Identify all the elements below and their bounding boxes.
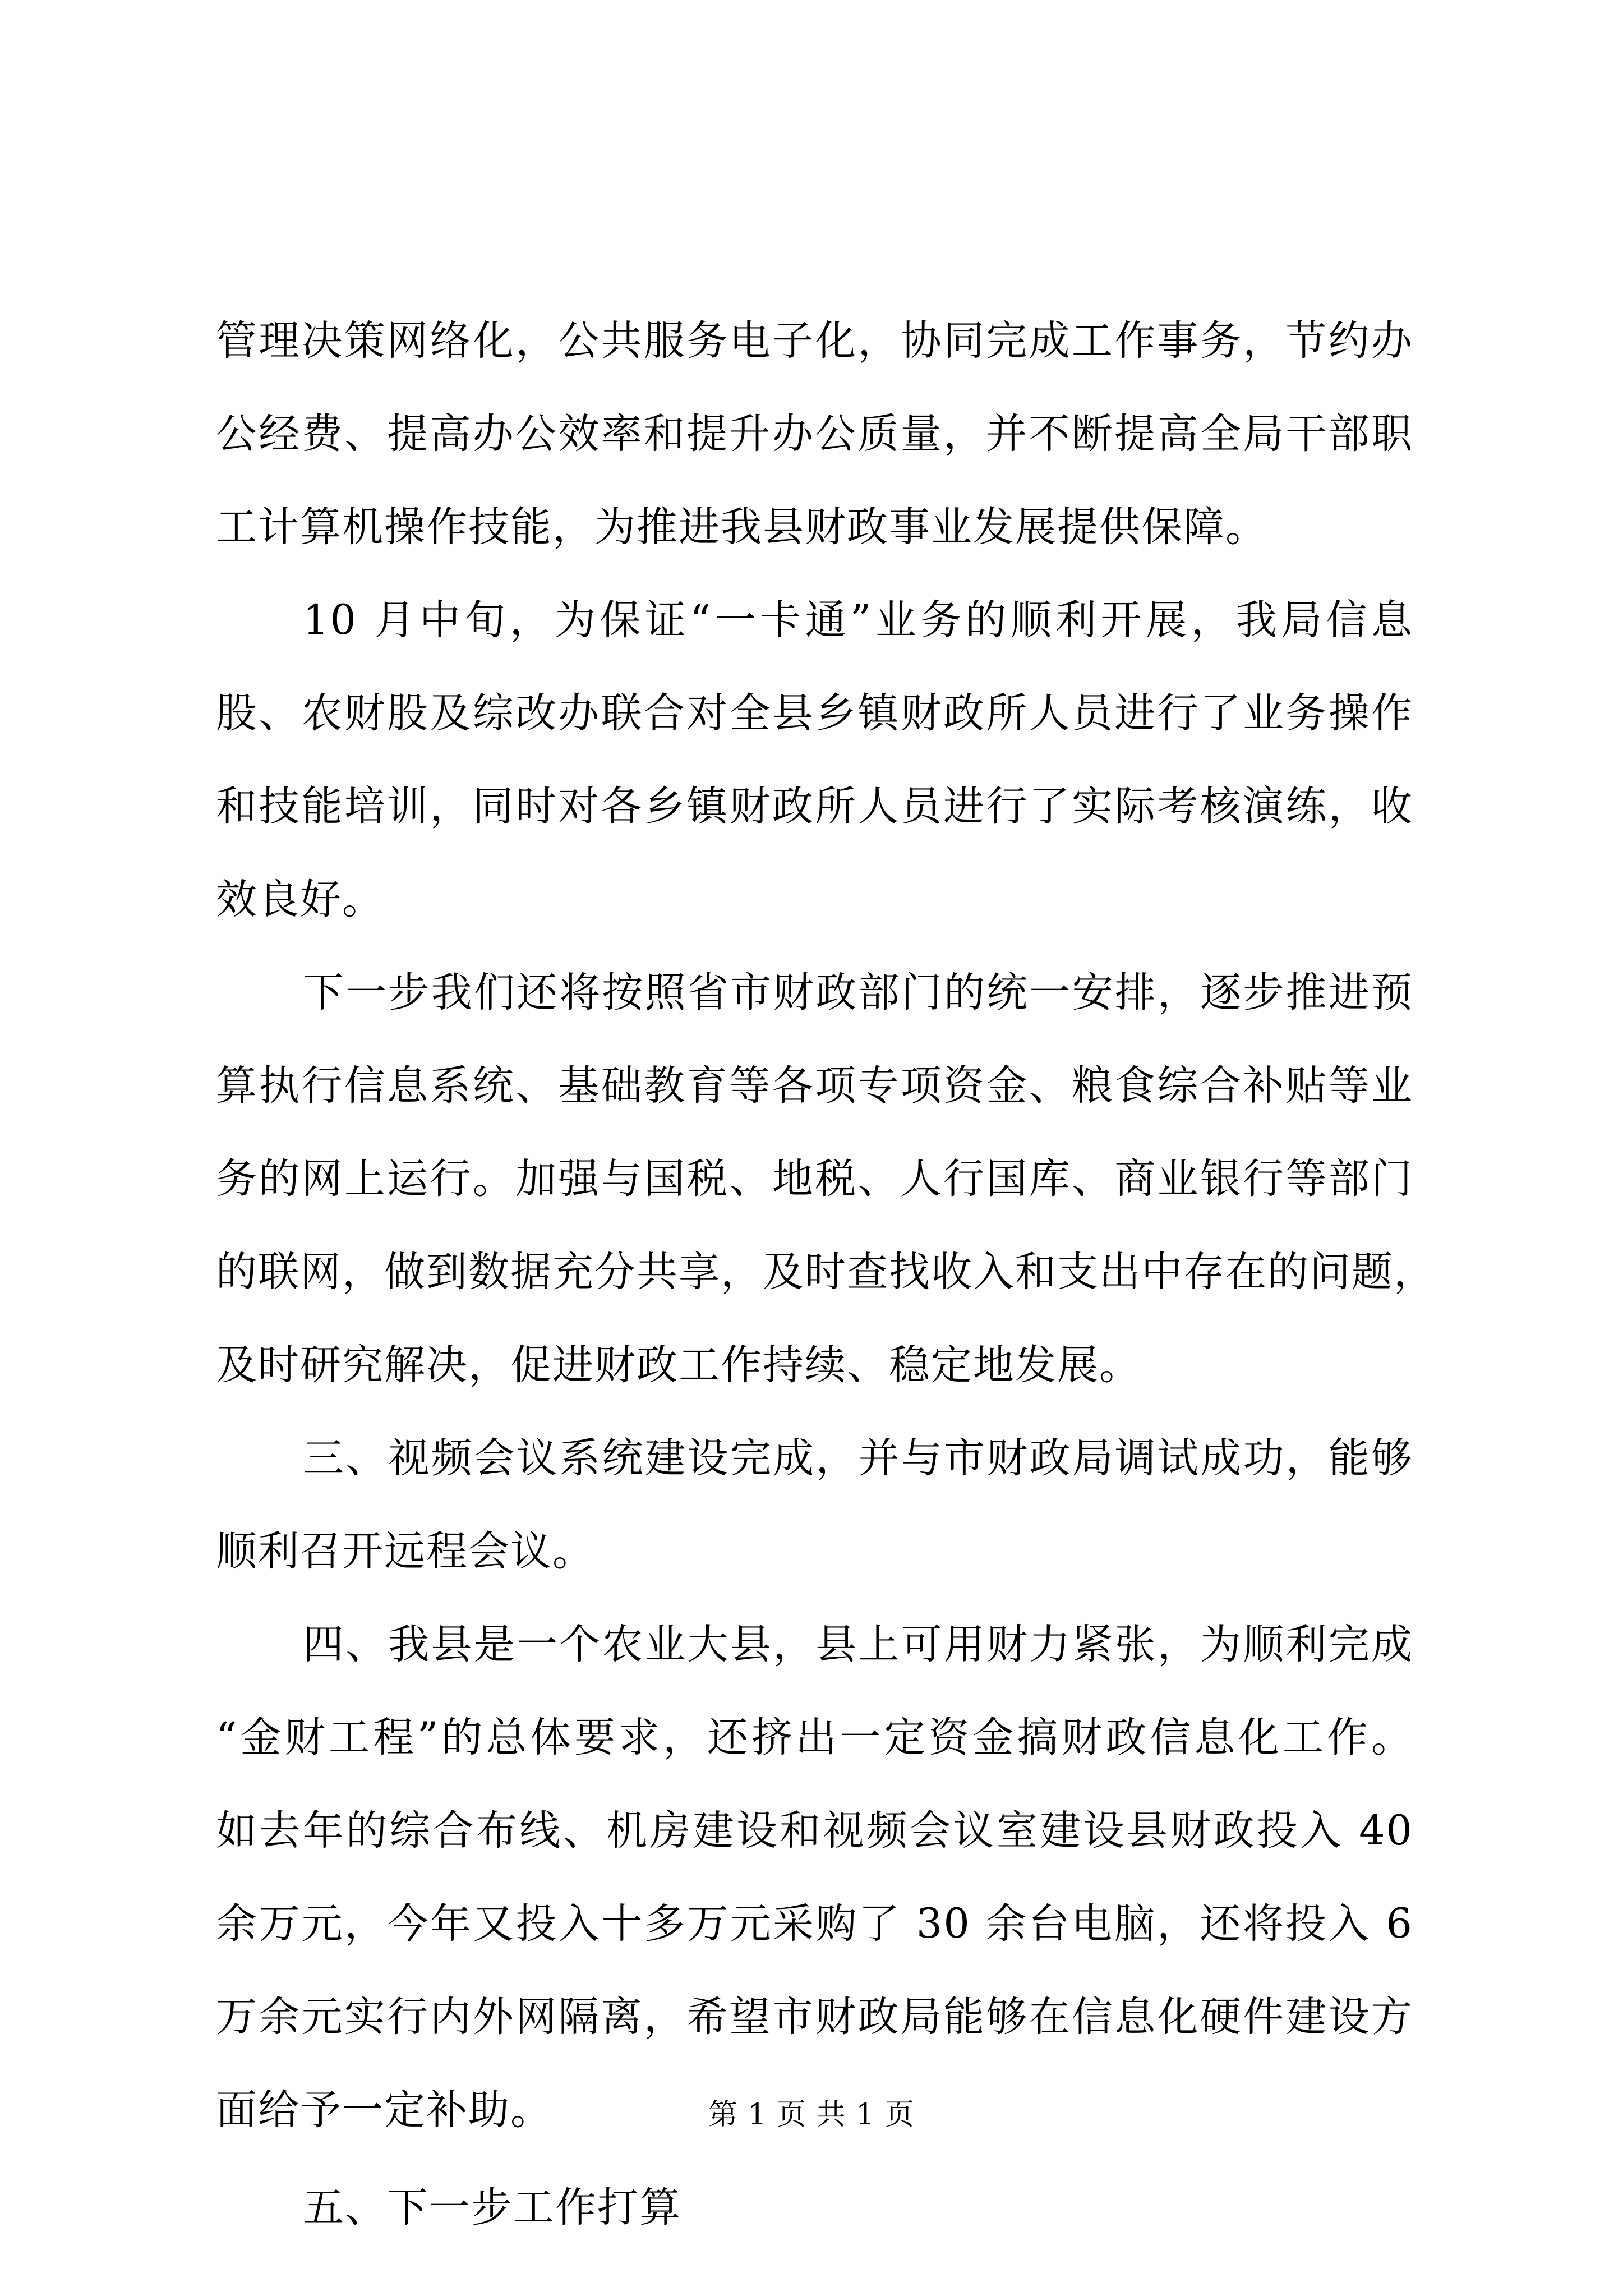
paragraph-5 [216,1598,1413,2157]
paragraph-3 [216,946,1436,1412]
paragraph-1 [216,295,1413,574]
paragraph-2 [216,574,1413,946]
text-line: 如去年的综合布线、机房建设和视频会议室建设县财政投入 40 [216,1807,1413,1855]
text-line: 务的网上运行。加强与国税、地税、人行国库、商业银行等部门 [216,1155,1413,1203]
text-line: 和技能培训，同时对各乡镇财政所人员进行了实际考核演练，收 [216,783,1413,830]
paragraph-spacer [216,2157,1413,2161]
text-line: 公经费、提高办公效率和提升办公质量，并不断提高全局干部职 [216,410,1413,458]
text-line: 的联网，做到数据充分共享，及时查找收入和支出中存在的问题， [216,1248,1436,1296]
text-line: 及时研究解决，促进财政工作持续、稳定地发展。 [216,1341,1141,1389]
page-number-footer: 第 1 页 共 1 页 [708,2098,915,2132]
text-line: 效良好。 [216,876,384,923]
text-line: 三、视频会议系统建设完成，并与市财政局调试成功，能够 [303,1434,1413,1482]
text-line: 顺利召开远程会议。 [216,1527,594,1575]
text-line: 管理决策网络化，公共服务电子化，协同完成工作事务，节约办 [216,317,1413,365]
text-line: “金财工程”的总体要求，还挤出一定资金搞财政信息化工作。 [216,1714,1413,1761]
paragraph-6-heading [216,2161,1413,2254]
section-heading: 五、下一步工作打算 [303,2184,681,2231]
text-line: 余万元，今年又投入十多万元采购了 30 余台电脑，还将投入 6 [216,1900,1413,1948]
text-line: 面给予一定补助。 [216,2086,552,2134]
text-line: 股、农财股及综改办联合对全县乡镇财政所人员进行了业务操作 [216,689,1413,737]
text-line: 万余元实行内外网隔离，希望市财政局能够在信息化硬件建设方 [216,1993,1413,2041]
document-body [216,295,1436,2254]
paragraph-4 [216,1412,1413,1598]
text-line: 算执行信息系统、基础教育等各项专项资金、粮食综合补贴等业 [216,1062,1413,1110]
text-line: 10 月中旬，为保证“一卡通”业务的顺利开展，我局信息 [303,596,1413,644]
text-line: 四、我县是一个农业大县，县上可用财力紧张，为顺利完成 [303,1621,1413,1668]
text-line: 下一步我们还将按照省市财政部门的统一安排，逐步推进预 [303,969,1413,1016]
text-line: 工计算机操作技能，为推进我县财政事业发展提供保障。 [216,503,1267,551]
